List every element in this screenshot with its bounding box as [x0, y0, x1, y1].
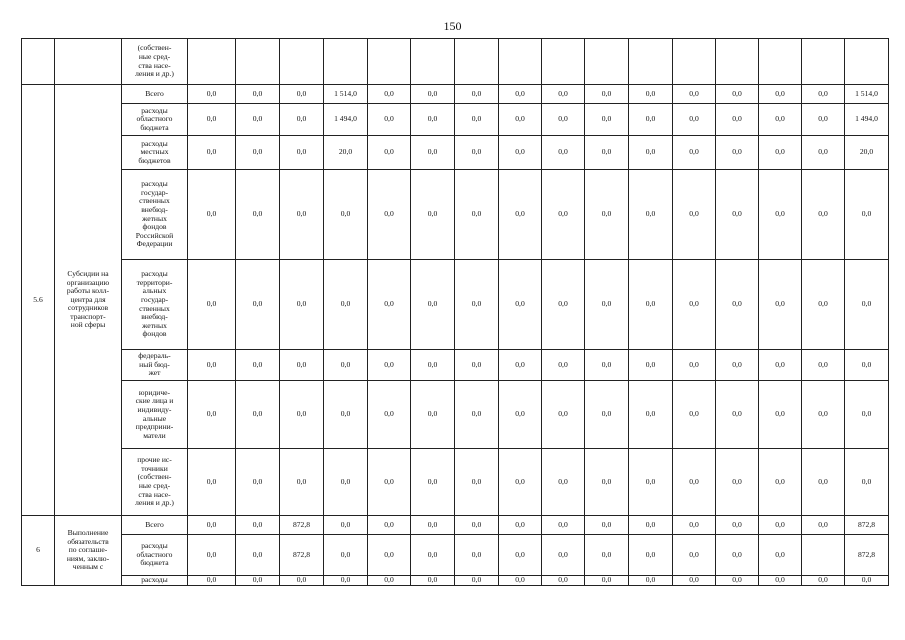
value-cell: 872,8 [280, 516, 324, 535]
funding-source-cell: Всего [122, 85, 188, 104]
value-cell: 1 494,0 [845, 104, 889, 136]
value-cell: 0,0 [585, 576, 629, 586]
value-cell: 0,0 [499, 136, 542, 170]
value-cell: 0,0 [716, 104, 759, 136]
value-cell: 0,0 [673, 350, 716, 381]
value-cell [280, 39, 324, 85]
value-cell: 0,0 [802, 136, 845, 170]
table-row [22, 535, 889, 576]
table-row [22, 170, 889, 260]
table-row [22, 516, 889, 535]
value-cell: 0,0 [716, 449, 759, 516]
value-cell: 0,0 [455, 576, 499, 586]
value-cell: 0,0 [585, 535, 629, 576]
value-cell: 0,0 [542, 136, 585, 170]
value-cell: 0,0 [629, 535, 673, 576]
value-cell: 0,0 [673, 170, 716, 260]
value-cell: 0,0 [629, 136, 673, 170]
value-cell: 0,0 [411, 449, 455, 516]
value-cell: 0,0 [629, 576, 673, 586]
value-cell: 0,0 [368, 350, 411, 381]
value-cell: 872,8 [845, 535, 889, 576]
value-cell: 0,0 [542, 104, 585, 136]
value-cell: 0,0 [629, 85, 673, 104]
value-cell: 0,0 [280, 104, 324, 136]
value-cell: 0,0 [280, 170, 324, 260]
value-cell: 0,0 [802, 516, 845, 535]
value-cell: 0,0 [280, 85, 324, 104]
value-cell: 0,0 [411, 104, 455, 136]
value-cell: 0,0 [845, 449, 889, 516]
table-row [22, 350, 889, 381]
value-cell: 0,0 [629, 260, 673, 350]
value-cell: 0,0 [236, 350, 280, 381]
value-cell: 0,0 [455, 260, 499, 350]
value-cell: 0,0 [673, 449, 716, 516]
value-cell [236, 39, 280, 85]
table-row [22, 104, 889, 136]
value-cell: 0,0 [188, 350, 236, 381]
value-cell: 0,0 [542, 170, 585, 260]
value-cell: 0,0 [585, 381, 629, 449]
table-row [22, 449, 889, 516]
value-cell: 0,0 [455, 535, 499, 576]
value-cell: 0,0 [236, 136, 280, 170]
funding-source-cell: федераль- ный бюд- жет [122, 350, 188, 381]
value-cell: 0,0 [455, 85, 499, 104]
value-cell: 0,0 [499, 516, 542, 535]
value-cell [542, 39, 585, 85]
value-cell: 0,0 [411, 576, 455, 586]
value-cell: 0,0 [499, 104, 542, 136]
value-cell: 0,0 [280, 576, 324, 586]
value-cell: 0,0 [716, 576, 759, 586]
value-cell: 0,0 [716, 535, 759, 576]
value-cell: 0,0 [455, 170, 499, 260]
page-number: 150 [443, 19, 462, 33]
value-cell: 0,0 [499, 85, 542, 104]
value-cell: 0,0 [585, 104, 629, 136]
value-cell: 0,0 [845, 576, 889, 586]
value-cell: 0,0 [629, 449, 673, 516]
value-cell: 0,0 [802, 350, 845, 381]
value-cell [455, 39, 499, 85]
value-cell: 0,0 [585, 350, 629, 381]
value-cell: 0,0 [542, 516, 585, 535]
value-cell: 0,0 [629, 170, 673, 260]
value-cell: 0,0 [411, 535, 455, 576]
value-cell: 0,0 [673, 381, 716, 449]
value-cell: 0,0 [324, 535, 368, 576]
value-cell: 0,0 [499, 381, 542, 449]
value-cell: 20,0 [324, 136, 368, 170]
value-cell: 0,0 [324, 381, 368, 449]
value-cell: 0,0 [280, 350, 324, 381]
value-cell: 1 514,0 [845, 85, 889, 104]
value-cell [802, 39, 845, 85]
value-cell: 0,0 [629, 381, 673, 449]
value-cell: 0,0 [673, 104, 716, 136]
value-cell: 0,0 [188, 170, 236, 260]
item-name-cell: Выполнение обязательств по соглаше- ниям, заклю- ченным с [55, 516, 122, 586]
value-cell: 0,0 [542, 381, 585, 449]
value-cell: 0,0 [236, 576, 280, 586]
funding-source-cell: расходы областного бюджета [122, 104, 188, 136]
value-cell: 0,0 [585, 85, 629, 104]
value-cell: 0,0 [759, 350, 802, 381]
value-cell [673, 39, 716, 85]
item-code-cell: 5.6 [22, 85, 55, 516]
value-cell: 0,0 [411, 381, 455, 449]
value-cell: 0,0 [411, 170, 455, 260]
value-cell: 0,0 [716, 516, 759, 535]
value-cell: 0,0 [324, 576, 368, 586]
value-cell: 0,0 [236, 381, 280, 449]
value-cell: 0,0 [759, 535, 802, 576]
item-code-cell: 6 [22, 516, 55, 586]
value-cell: 0,0 [673, 516, 716, 535]
value-cell: 0,0 [499, 535, 542, 576]
value-cell: 0,0 [802, 449, 845, 516]
value-cell: 0,0 [499, 170, 542, 260]
value-cell: 0,0 [188, 535, 236, 576]
value-cell [629, 39, 673, 85]
value-cell: 0,0 [368, 449, 411, 516]
value-cell: 0,0 [280, 136, 324, 170]
value-cell: 0,0 [542, 350, 585, 381]
value-cell: 0,0 [411, 350, 455, 381]
table-row [22, 381, 889, 449]
value-cell: 0,0 [759, 170, 802, 260]
value-cell: 0,0 [759, 104, 802, 136]
value-cell: 0,0 [585, 136, 629, 170]
value-cell: 0,0 [542, 449, 585, 516]
value-cell: 0,0 [188, 516, 236, 535]
value-cell: 0,0 [499, 260, 542, 350]
value-cell: 0,0 [542, 260, 585, 350]
value-cell: 0,0 [542, 576, 585, 586]
value-cell: 0,0 [499, 576, 542, 586]
value-cell: 0,0 [629, 104, 673, 136]
funding-source-cell: Всего [122, 516, 188, 535]
value-cell: 0,0 [845, 350, 889, 381]
source-cell: (собствен- ные сред- ства насе- ления и др.) [122, 39, 188, 85]
funding-source-cell: расходы местных бюджетов [122, 136, 188, 170]
continuation-row [22, 39, 889, 85]
value-cell: 0,0 [802, 576, 845, 586]
value-cell [188, 39, 236, 85]
value-cell: 0,0 [368, 170, 411, 260]
table-row [22, 136, 889, 170]
value-cell: 0,0 [411, 516, 455, 535]
value-cell: 0,0 [845, 381, 889, 449]
value-cell: 0,0 [455, 136, 499, 170]
value-cell: 0,0 [629, 516, 673, 535]
value-cell: 0,0 [280, 260, 324, 350]
value-cell: 0,0 [759, 381, 802, 449]
value-cell: 0,0 [368, 535, 411, 576]
value-cell: 20,0 [845, 136, 889, 170]
value-cell: 0,0 [455, 104, 499, 136]
table-row [22, 576, 889, 586]
value-cell [802, 535, 845, 576]
value-cell: 0,0 [324, 260, 368, 350]
value-cell: 0,0 [280, 381, 324, 449]
value-cell: 0,0 [759, 136, 802, 170]
value-cell: 0,0 [188, 136, 236, 170]
table-row [22, 85, 889, 104]
value-cell: 0,0 [324, 170, 368, 260]
value-cell: 0,0 [759, 449, 802, 516]
value-cell: 0,0 [368, 381, 411, 449]
value-cell: 0,0 [802, 85, 845, 104]
value-cell: 0,0 [585, 260, 629, 350]
value-cell: 0,0 [802, 381, 845, 449]
value-cell: 0,0 [368, 516, 411, 535]
value-cell: 0,0 [188, 85, 236, 104]
value-cell: 0,0 [280, 449, 324, 516]
value-cell: 0,0 [455, 449, 499, 516]
value-cell: 0,0 [585, 516, 629, 535]
value-cell [324, 39, 368, 85]
budget-table [21, 38, 889, 586]
value-cell: 0,0 [759, 260, 802, 350]
value-cell: 0,0 [236, 449, 280, 516]
value-cell: 0,0 [188, 449, 236, 516]
value-cell: 0,0 [188, 104, 236, 136]
value-cell: 0,0 [236, 104, 280, 136]
value-cell: 0,0 [716, 260, 759, 350]
value-cell: 0,0 [585, 170, 629, 260]
value-cell: 0,0 [759, 516, 802, 535]
value-cell: 0,0 [188, 260, 236, 350]
value-cell: 0,0 [802, 170, 845, 260]
value-cell [585, 39, 629, 85]
value-cell: 0,0 [629, 350, 673, 381]
value-cell: 872,8 [845, 516, 889, 535]
funding-source-cell: юридиче- ские лица и индивиду- альные предприни- матели [122, 381, 188, 449]
value-cell: 0,0 [716, 381, 759, 449]
value-cell: 0,0 [716, 85, 759, 104]
value-cell: 0,0 [673, 576, 716, 586]
value-cell: 0,0 [324, 516, 368, 535]
value-cell [411, 39, 455, 85]
value-cell: 0,0 [236, 85, 280, 104]
value-cell: 0,0 [499, 449, 542, 516]
value-cell: 0,0 [455, 516, 499, 535]
value-cell [499, 39, 542, 85]
value-cell: 0,0 [236, 535, 280, 576]
value-cell: 0,0 [716, 170, 759, 260]
value-cell: 0,0 [236, 170, 280, 260]
table-row [22, 260, 889, 350]
value-cell: 0,0 [368, 85, 411, 104]
funding-source-cell: расходы государ- ственных внебюд- жетных фондов Российской Федерации [122, 170, 188, 260]
value-cell: 872,8 [280, 535, 324, 576]
funding-source-cell: расходы [122, 576, 188, 586]
value-cell: 0,0 [455, 381, 499, 449]
value-cell: 0,0 [716, 136, 759, 170]
value-cell: 0,0 [585, 449, 629, 516]
funding-source-cell: прочие ис- точники (собствен- ные сред- ства насе- ления и др.) [122, 449, 188, 516]
value-cell: 0,0 [324, 350, 368, 381]
value-cell: 0,0 [188, 381, 236, 449]
value-cell [759, 39, 802, 85]
value-cell: 0,0 [542, 535, 585, 576]
value-cell: 0,0 [802, 260, 845, 350]
value-cell: 0,0 [673, 85, 716, 104]
value-cell: 0,0 [673, 136, 716, 170]
value-cell: 0,0 [236, 516, 280, 535]
value-cell [716, 39, 759, 85]
item-name-cell: Субсидии на организацию работы колл- центра для сотрудников транспорт- ной сферы [55, 85, 122, 516]
value-cell: 0,0 [368, 104, 411, 136]
value-cell: 0,0 [673, 260, 716, 350]
value-cell: 0,0 [236, 260, 280, 350]
value-cell: 0,0 [411, 260, 455, 350]
value-cell: 0,0 [368, 136, 411, 170]
value-cell: 0,0 [411, 85, 455, 104]
value-cell: 0,0 [455, 350, 499, 381]
value-cell: 0,0 [673, 535, 716, 576]
value-cell: 0,0 [542, 85, 585, 104]
value-cell: 0,0 [188, 576, 236, 586]
value-cell: 0,0 [411, 136, 455, 170]
funding-source-cell: расходы территори- альных государ- ственных внебюд- жетных фондов [122, 260, 188, 350]
value-cell [845, 39, 889, 85]
value-cell [368, 39, 411, 85]
value-cell: 0,0 [499, 350, 542, 381]
value-cell: 0,0 [368, 260, 411, 350]
value-cell: 0,0 [802, 104, 845, 136]
value-cell: 0,0 [759, 85, 802, 104]
funding-source-cell: расходы областного бюджета [122, 535, 188, 576]
code-cell [22, 39, 55, 85]
value-cell: 0,0 [845, 170, 889, 260]
name-cell [55, 39, 122, 85]
value-cell: 1 494,0 [324, 104, 368, 136]
value-cell: 0,0 [368, 576, 411, 586]
value-cell: 1 514,0 [324, 85, 368, 104]
value-cell: 0,0 [845, 260, 889, 350]
value-cell: 0,0 [716, 350, 759, 381]
value-cell: 0,0 [759, 576, 802, 586]
value-cell: 0,0 [324, 449, 368, 516]
